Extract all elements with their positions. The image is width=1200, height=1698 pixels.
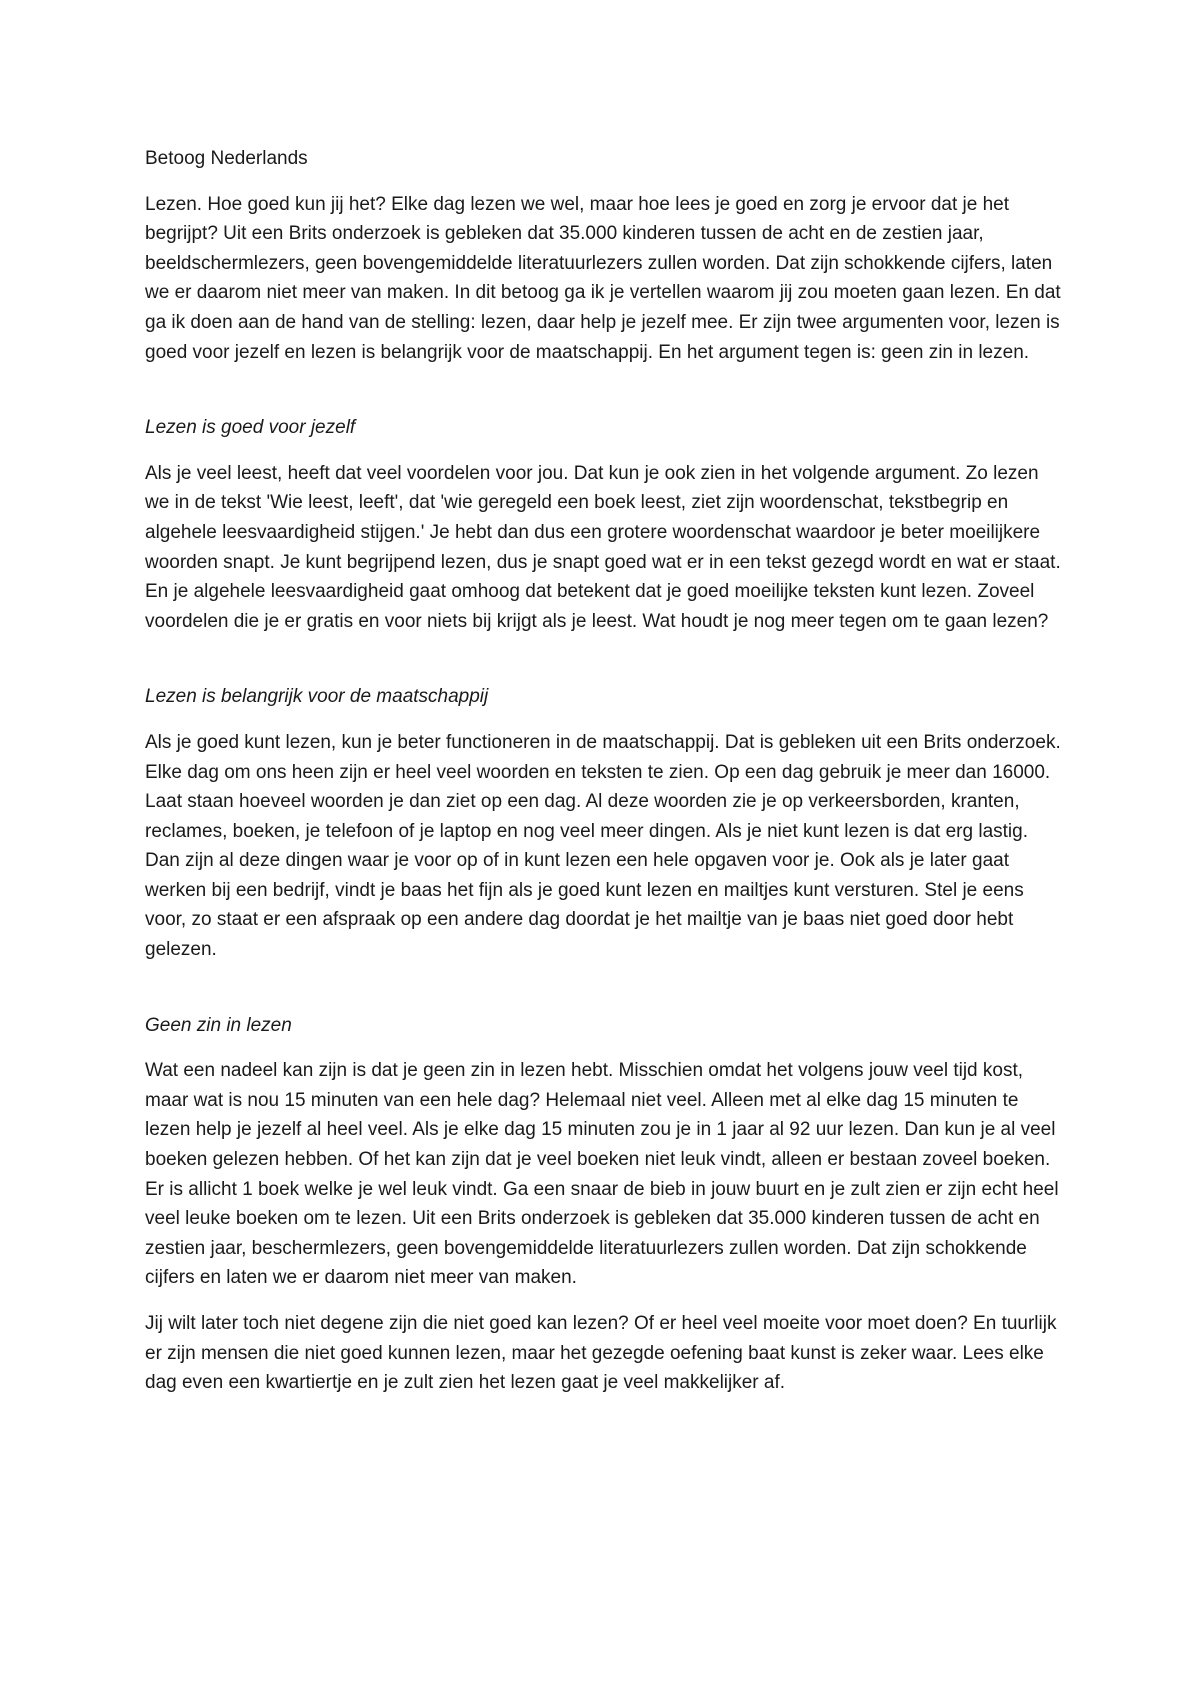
section-heading-goed-voor-jezelf: Lezen is goed voor jezelf [145, 417, 356, 439]
document-page [145, 144, 1065, 1414]
section-paragraph: Als je veel leest, heeft dat veel voordelen voor jou. Dat kun je ook zien in het volgende argument. Zo lezen we in de tekst 'Wie leest, leeft', dat 'wie geregeld een boek leest, ziet zijn woordenschat, tekstbegrip en algehele leesvaardigheid stijgen.' Je hebt dan dus een grotere woordenschat waardoor je beter moeilijkere woorden snapt. Je kunt begrijpend lezen, dus je snapt goed wat er in een tekst gezegd wordt en wat er staat. En je algehele leesvaardigheid gaat omhoog dat betekent dat je goed moeilijke teksten kunt lezen. Zoveel voordelen die je er gratis en voor niets bij krijgt als je leest. Wat houdt je nog meer tegen om te gaan lezen? [145, 462, 1061, 632]
section-paragraph: Wat een nadeel kan zijn is dat je geen zin in lezen hebt. Misschien omdat het volgens jouw veel tijd kost, maar wat is nou 15 minuten van een hele dag? Helemaal niet veel. Alleen met al elke dag 15 minuten te lezen help je jezelf al heel veel. Als je elke dag 15 minuten zou je in 1 jaar al 92 uur lezen. Dan kun je al veel boeken gelezen hebben. Of het kan zijn dat je veel boeken niet leuk vindt, alleen er bestaan zoveel boeken. Er is allicht 1 boek welke je wel leuk vindt. Ga een snaar de bieb in jouw buurt en je zult zien er zijn echt heel veel leuke boeken om te lezen. Uit een Brits onderzoek is gebleken dat 35.000 kinderen tussen de acht en zestien jaar, beschermlezers, geen bovengemiddelde literatuurlezers zullen worden. Dat zijn schokkende cijfers en laten we er daarom niet meer van maken. [145, 1060, 1059, 1289]
intro-paragraph: Lezen. Hoe goed kun jij het? Elke dag lezen we wel, maar hoe lees je goed en zorg je ervoor dat je het begrijpt? Uit een Brits onderzoek is gebleken dat 35.000 kinderen tussen de acht en de zestien jaar, beeldschermlezers, geen bovengemiddelde literatuurlezers zullen worden. Dat zijn schokkende cijfers, laten we er daarom niet meer van maken. In dit betoog ga ik je vertellen waarom jij zou moeten gaan lezen. En dat ga ik doen aan de hand van de stelling: lezen, daar help je jezelf mee. Er zijn twee argumenten voor, lezen is goed voor jezelf en lezen is belangrijk voor de maatschappij. En het argument tegen is: geen zin in lezen. [145, 193, 1061, 363]
section-heading-maatschappij: Lezen is belangrijk voor de maatschappij [145, 686, 489, 708]
section-heading-geen-zin: Geen zin in lezen [145, 1014, 292, 1036]
document-title: Betoog Nederlands [145, 148, 308, 169]
section-paragraph: Als je goed kunt lezen, kun je beter functioneren in de maatschappij. Dat is gebleken uit een Brits onderzoek. Elke dag om ons heen zijn er heel veel woorden en teksten te zien. Op een dag gebruik je meer dan 16000. Laat staan hoeveel woorden je dan ziet op een dag. Al deze woorden zie je op verkeersborden, kranten, reclames, boeken, je telefoon of je laptop en nog veel meer dingen. Als je niet kunt lezen is dat erg lastig. Dan zijn al deze dingen waar je voor op of in kunt lezen een hele opgaven voor je. Ook als je later gaat werken bij een bedrijf, vindt je baas het fijn als je goed kunt lezen en mailtjes kunt versturen. Stel je eens voor, zo staat er een afspraak op een andere dag doordat je het mailtje van je baas niet goed door hebt gelezen. [145, 731, 1061, 961]
closing-paragraph: Jij wilt later toch niet degene zijn die niet goed kan lezen? Of er heel veel moeite voor moet doen? En tuurlijk er zijn mensen die niet goed kunnen lezen, maar het gezegde oefening baat kunst is zeker waar. Lees elke dag even een kwartiertje en je zult zien het lezen gaat je veel makkelijker af. [145, 1313, 1057, 1394]
